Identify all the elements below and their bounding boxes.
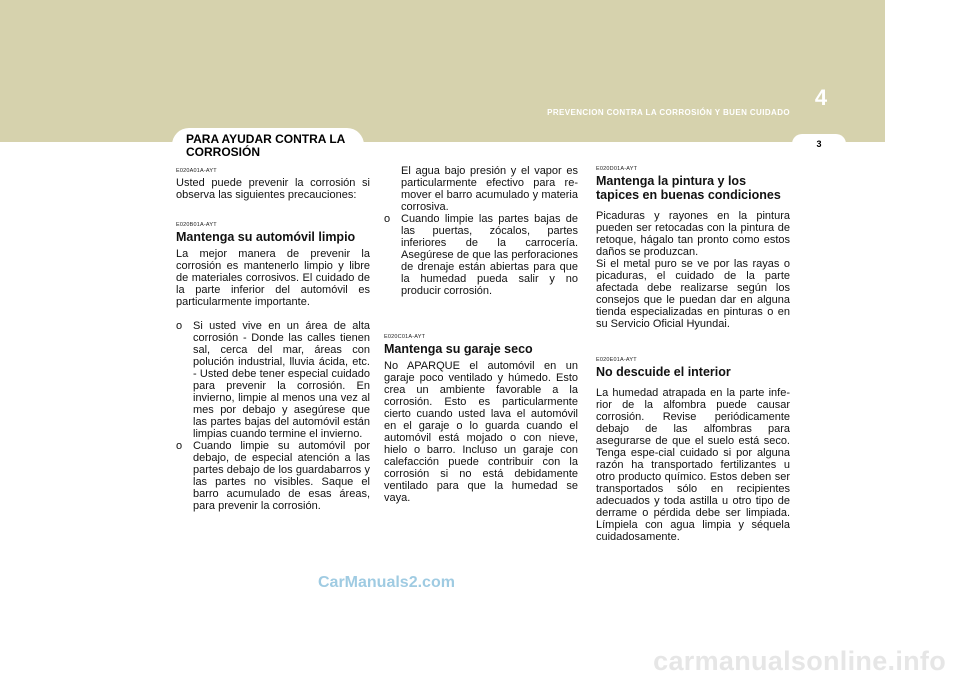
watermark-link[interactable]: CarManuals2.com xyxy=(318,574,455,591)
chapter-number: 4 xyxy=(814,85,828,110)
section-heading: Mantenga su automóvil limpio xyxy=(176,230,356,244)
section-heading: Mantenga su garaje seco xyxy=(384,342,533,356)
bullet-mark: o xyxy=(176,440,183,452)
continued-text: El agua bajo presión y el vapor es particularmente efectivo para re-mover el barro acumulado y materia corrosiva. xyxy=(401,165,578,213)
section-heading: Mantenga la pintura y los tapices en buenas condiciones xyxy=(596,174,781,202)
bullet-item xyxy=(176,440,370,512)
bullet-text: Si usted vive en un área de alta corrosión - Donde las calles tienen sal, cerca del mar, áreas con polución industrial, lluvia ácida, etc. - Usted debe tener especial cuidado para prevenir la corrosión. En invierno, limpie al menos una vez al mes por debajo y asegúrese que las partes bajas del automóvil están limpias cuando termine el invierno. xyxy=(193,320,370,440)
bullet-item xyxy=(384,213,578,297)
section-text: Picaduras y rayones en la pintura pueden ser retocadas con la pintura de retoque, hágalo tan pronto como estos daños se produzcan. xyxy=(596,210,790,258)
section-code: E020A01A-AYT xyxy=(176,168,217,174)
section-text: No APARQUE el automóvil en un garaje poco ventilado y húmedo. Esto crea un ambiente favorable a la corrosión. Esto es particularmente cierto cuando usted lava el automóvil en el garaje o lo guarda cuando el automóvil está mojado o con nieve, hielo o barro. Incluso un garaje con calefacción puede contribuir con la corrosión si no está debidamente ventilado para que la humedad se vaya. xyxy=(384,360,578,504)
section-text: La humedad atrapada en la parte infe-rior de la alfombra puede causar corrosión. Revise periódicamente debajo de las alfombras para asegurarse de que el suelo está seco. Tenga espe-cial cuidado si por alguna razón ha transportado fertilizantes u otro producto químico. Estos deben ser transportados sólo en recipientes adecuados y toda astilla u otro tipo de derrame o pérdida debe ser limpiada. Límpiela con agua limpia y séquela cuidadosamente. xyxy=(596,387,790,543)
section-text: Si el metal puro se ve por las rayas o picaduras, el cuidado de la parte afectada debe realizarse según los consejos que le puedan dar en alguna tienda especializadas en pinturas o en su Servicio Oficial Hyundai. xyxy=(596,258,790,330)
column-1 xyxy=(176,167,370,512)
header-band xyxy=(0,0,885,142)
header-margin xyxy=(885,0,960,142)
intro-text: Usted puede prevenir la corrosión si observa las siguientes precauciones: xyxy=(176,177,370,201)
section-heading: No descuide el interior xyxy=(596,365,731,379)
section-text: La mejor manera de prevenir la corrosión es mantenerlo limpio y libre de materiales corrosivos. El cuidado de la parte inferior del automóvil es particularmente importante. xyxy=(176,248,370,308)
column-3 xyxy=(596,165,790,543)
section-title: PREVENCION CONTRA LA CORROSIÓN Y BUEN CUIDADO xyxy=(547,108,790,117)
section-code: E020D01A-AYT xyxy=(596,166,638,172)
bullet-text: Cuando limpie las partes bajas de las puertas, zócalos, partes inferiores de la carrocería. Asegúrese de que las perforaciones de drenaje están abiertas para que la humedad pueda salir y no producir corrosión. xyxy=(401,213,578,297)
bullet-mark: o xyxy=(384,213,391,225)
column-2 xyxy=(384,165,578,504)
page-number: 3 xyxy=(816,139,822,149)
section-code: E020B01A-AYT xyxy=(176,222,217,228)
main-title: PARA AYUDAR CONTRA LA CORROSIÓN xyxy=(186,132,345,159)
bullet-text: Cuando limpie su automóvil por debajo, de especial atención a las partes debajo de los guardabarros y las partes no visibles. Saque el barro acumulado de esas áreas, para prevenir la corrosión. xyxy=(193,440,370,512)
bullet-mark: o xyxy=(176,320,183,332)
bullet-item xyxy=(176,320,370,440)
site-watermark: carmanualsonline.info xyxy=(653,646,946,676)
section-code: E020C01A-AYT xyxy=(384,334,426,340)
section-code: E020E01A-AYT xyxy=(596,357,637,363)
